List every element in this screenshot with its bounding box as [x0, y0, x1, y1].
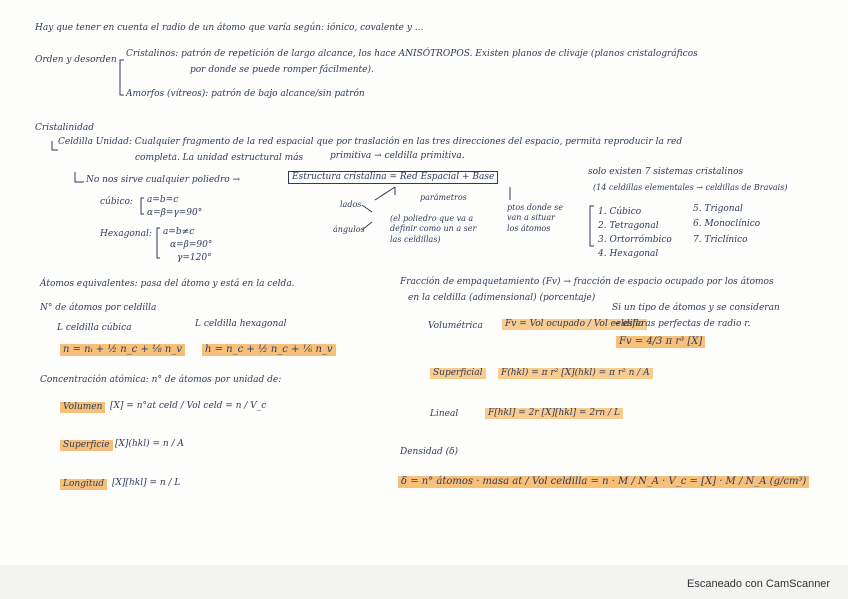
hexagonal-label: Hexagonal:	[100, 229, 152, 239]
top-line: Hay que tener en cuenta el radio de un átomo que varía según: iónico, covalente y ...	[35, 23, 424, 33]
celdilla-unidad: Celdilla Unidad: Cualquier fragmento de la red espacial que por traslación en las tres direcciones del espacio, permita reproducir la red	[58, 137, 683, 147]
densidad-formula: δ = n° átomos · masa at / Vol celdilla = n · M / N_A · V_c = [X] · M / N_A (g/cm³)	[398, 476, 809, 488]
solo-existen: solo existen 7 sistemas cristalinos	[588, 167, 744, 177]
orden-bracket	[120, 60, 124, 95]
no-sirve-arrow	[75, 172, 84, 182]
sistema-3: 3. Ortorrómbico	[598, 235, 672, 245]
no-sirve-text: No nos sirve cualquier poliedro →	[86, 175, 241, 185]
superficie-formula: [X](hkl) = n / A	[115, 439, 184, 449]
lados-label: lados	[340, 200, 362, 209]
superficial-label: Superficial	[430, 368, 486, 379]
fv-formula: Fv = 4/3 π r³ [X]	[616, 336, 705, 348]
lineal-label: Lineal	[430, 409, 459, 419]
cristalinos-cont: por donde se puede romper fácilmente).	[190, 65, 374, 75]
concentracion-title: Concentración atómica: n° de átomos por unidad de:	[40, 375, 282, 385]
volumetrica-formula: Fv = Vol ocupado / Vol celdilla	[502, 319, 647, 330]
amorfos-text: Amorfos (vítreos): patrón de bajo alcance/sin patrón	[126, 89, 365, 99]
orden-title: Orden y desorden	[35, 55, 117, 65]
poliedro-def: (el poliedro que va a definir como un a ser las celdillas)	[390, 214, 477, 244]
cristalinos-text: Cristalinos: patrón de repetición de largo alcance, los hace ANISÓTROPOS. Existen planos de clivaje (planos cristalográficos	[126, 49, 698, 59]
cristalinidad-title: Cristalinidad	[35, 123, 94, 133]
hexagonal-line-2: α=β=90°	[170, 240, 213, 250]
ptos-donde: ptos donde se van a situar los átomos	[507, 203, 564, 233]
sistema-5: 5. Trigonal	[693, 204, 743, 214]
sistemas-bracket	[590, 206, 594, 246]
hexagonal-line-3: γ=120°	[177, 253, 212, 263]
cubico-line-1: a=b=c	[147, 195, 179, 205]
superficie-label: Superficie	[60, 440, 113, 451]
estructura-box: Estructura cristalina = Red Espacial + Base	[288, 171, 498, 184]
si-tipo-atomos: Si un tipo de átomos y se consideran	[612, 303, 780, 313]
cubico-line-2: α=β=γ=90°	[147, 208, 203, 218]
formula-hexagonal: h = n_c + ½ n_c + ⅙ n_v	[202, 344, 336, 356]
camscanner-footer: Escaneado con CamScanner	[687, 578, 831, 590]
hexagonal-line-1: a=b≠c	[163, 227, 195, 237]
sistema-6: 6. Monoclínico	[693, 219, 761, 229]
sistema-7: 7. Triclínico	[693, 235, 748, 245]
celdilla-hexagonal: L celdilla hexagonal	[195, 319, 287, 329]
sistema-1: 1. Cúbico	[598, 207, 642, 217]
volumetrica-label: Volumétrica	[428, 321, 483, 331]
volumen-formula: [X] = n°at celd / Vol celd = n / V_c	[110, 401, 267, 411]
primitiva-text: primitiva → celdilla primitiva.	[330, 151, 465, 161]
volumen-label: Volumen	[60, 402, 105, 413]
n-atomos-title: N° de átomos por celdilla	[40, 303, 157, 313]
cubico-bracket	[141, 198, 144, 214]
sistema-2: 2. Tetragonal	[598, 221, 659, 231]
sistema-4: 4. Hexagonal	[598, 249, 659, 259]
longitud-formula: [X][hkl] = n / L	[112, 478, 181, 488]
celdillas-elementales: (14 celdillas elementales → celdillas de Bravais)	[593, 183, 788, 192]
densidad-title: Densidad (δ)	[400, 447, 459, 457]
cubico-label: cúbico:	[100, 197, 133, 207]
hexagonal-bracket	[157, 228, 160, 258]
formula-cubica: n = nᵢ + ½ n_c + ⅛ n_v	[60, 344, 185, 356]
celdilla-cubica: L celdilla cúbica	[57, 323, 132, 333]
longitud-label: Longitud	[60, 479, 107, 490]
fraccion-cont: en la celdilla (adimensional) (porcentaje)	[408, 293, 596, 303]
celdilla-unidad-cont: completa. La unidad estructural más	[135, 153, 304, 163]
esferas-text: → esferas perfectas de radio r.	[612, 319, 751, 329]
atomos-equivalentes: Átomos equivalentes: pasa del átomo y está en la celda.	[40, 279, 295, 289]
parametros-label: parámetros	[420, 193, 467, 202]
angulos-label: ángulos	[333, 225, 365, 234]
lineal-formula: F[hkl] = 2r [X][hkl] = 2rn / L	[485, 408, 623, 419]
superficial-formula: F(hkl) = π r² [X](hkl) = π r² n / A	[498, 368, 653, 379]
fraccion-title: Fracción de empaquetamiento (Fv) → fracción de espacio ocupado por los átomos	[400, 277, 774, 287]
